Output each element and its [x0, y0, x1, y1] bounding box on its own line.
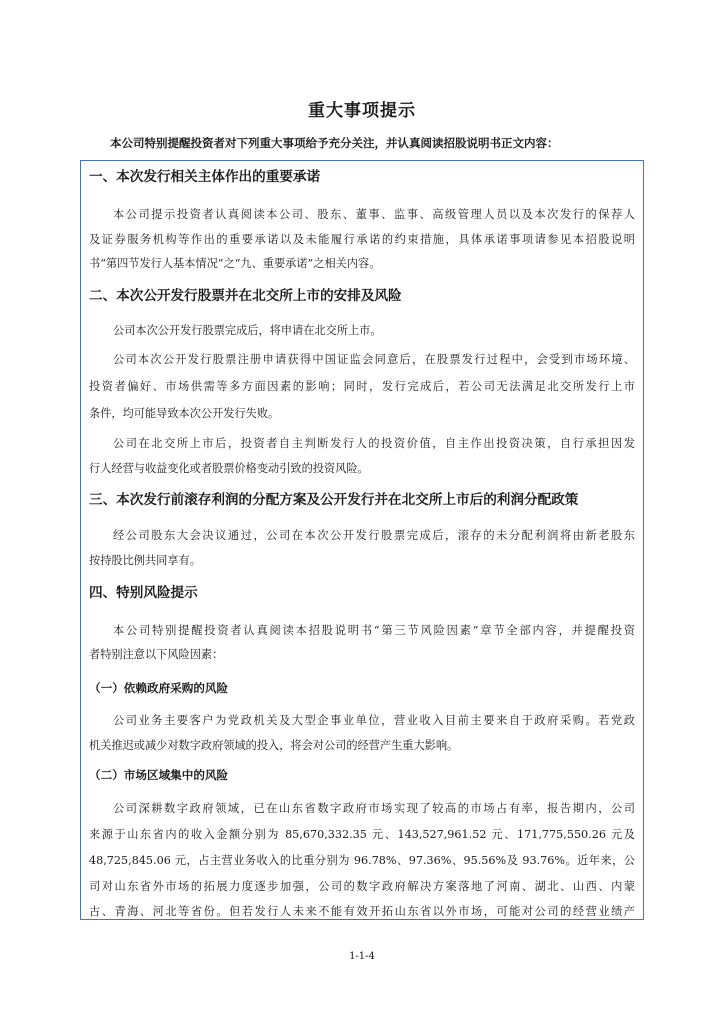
paragraph-line: 公司深耕数字政府领域，已在山东省数字政府市场实现了较高的市场占有率，报告期内，公司: [113, 802, 635, 815]
paragraph-line: 按持股比例共同享有。: [89, 554, 201, 567]
paragraph-line: 公司本次公开发行股票完成后，将申请在北交所上市。: [113, 324, 382, 337]
paragraph-line: 投资者偏好、市场供需等多方面因素的影响；同时，发行完成后，若公司无法满足北交所发行上市: [89, 380, 635, 393]
page-title: 重大事项提示: [308, 101, 416, 121]
paragraph-line: 古、青海、河北等省份。但若发行人未来不能有效开拓山东省以外市场，可能对公司的经营业绩产: [89, 905, 635, 918]
section-heading-1: 一、本次发行相关主体作出的重要承诺: [89, 169, 321, 185]
paragraph-line: 者特别注意以下风险因素：: [89, 648, 224, 661]
paragraph-line: 行人经营与收益变化或者股票价格变动引致的投资风险。: [89, 462, 369, 475]
paragraph-line: 条件，均可能导致本次公开发行失败。: [89, 407, 280, 420]
section-heading-4: 四、特别风险提示: [89, 585, 198, 601]
paragraph-line: 公司业务主要客户为党政机关及大型企事业单位，营业收入目前主要来自于政府采购。若党政: [113, 714, 635, 727]
paragraph-line: 经公司股东大会决议通过，公司在本次公开发行股票完成后，滚存的未分配利润将由新老股东: [113, 529, 635, 542]
paragraph-line: 及证券服务机构等作出的重要承诺以及未能履行承诺的约束措施，具体承诺事项请参见本招股说明: [89, 233, 635, 246]
page-number: 1-1-4: [349, 951, 375, 962]
paragraph-line: 机关推迟或减少对数字政府领域的投入，将会对公司的经营产生重大影响。: [89, 739, 459, 752]
subsection-heading-1: （一）依赖政府采购的风险: [89, 681, 229, 695]
paragraph-line: 书“第四节发行人基本情况”之“九、重要承诺”之相关内容。: [89, 257, 381, 270]
section-heading-2: 二、本次公开发行股票并在北交所上市的安排及风险: [89, 288, 402, 304]
section-heading-3: 三、本次发行前滚存利润的分配方案及公开发行并在北交所上市后的利润分配政策: [89, 492, 579, 508]
paragraph-line: 公司本次公开发行股票注册申请获得中国证监会同意后，在股票发行过程中，会受到市场环境、: [113, 353, 635, 366]
paragraph-line: 司对山东省外市场的拓展力度逐步加强，公司的数字政府解决方案落地了河南、湖北、山西、内蒙: [89, 880, 635, 893]
paragraph-line: 本公司特别提醒投资者认真阅读本招股说明书“第三节风险因素”章节全部内容，并提醒投资: [113, 624, 635, 637]
paragraph-line: 48,725,845.06 元，占主营业务收入的比重分别为 96.78%、97.36%、95.56%及 93.76%。近年来，公: [89, 854, 635, 867]
paragraph-line: 公司在北交所上市后，投资者自主判断发行人的投资价值，自主作出投资决策，自行承担因发: [113, 437, 635, 450]
subsection-heading-2: （二）市场区域集中的风险: [89, 768, 229, 782]
paragraph-line: 来源于山东省内的收入金额分别为 85,670,332.35 元、143,527,961.52 元、171,775,550.26 元及: [89, 828, 635, 841]
paragraph-line: 本公司提示投资者认真阅读本公司、股东、董事、监事、高级管理人员以及本次发行的保荐人: [113, 208, 635, 221]
intro-notice: 本公司特别提醒投资者对下列重大事项给予充分关注，并认真阅读招股说明书正文内容：: [110, 136, 559, 150]
